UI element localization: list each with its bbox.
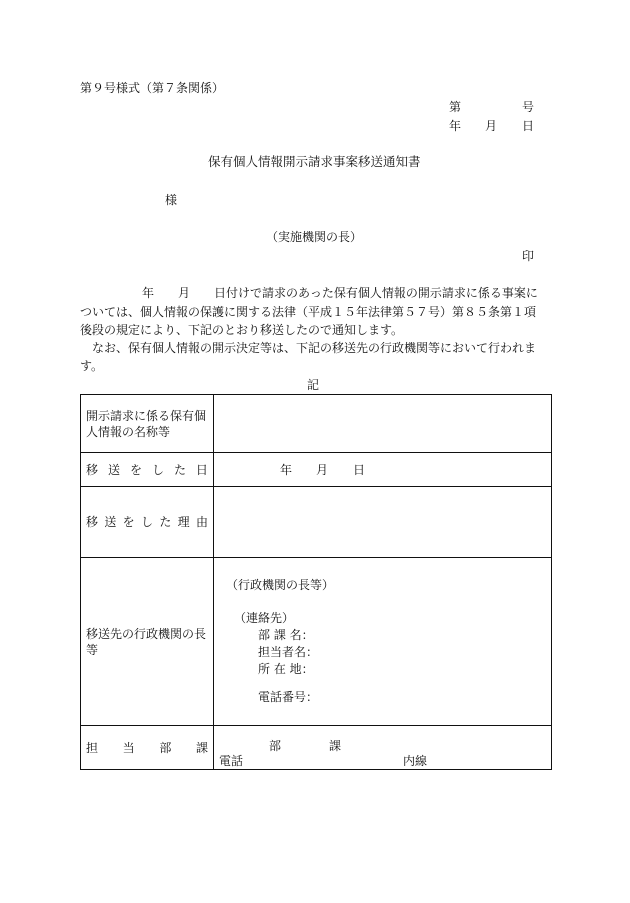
field-info-name[interactable] — [214, 395, 552, 453]
field-transfer-date[interactable] — [214, 453, 552, 487]
ki-marker: 記 — [307, 378, 320, 392]
body-line-3: 後段の規定により、下記のとおり移送したので通知します。 — [80, 323, 404, 337]
label-responsible-dept: 担 当 部 課 — [86, 740, 208, 755]
seal-mark: 印 — [522, 249, 535, 263]
dept-bu: 部 — [269, 739, 282, 753]
row-destination — [81, 558, 552, 726]
body-line-1: 日付けで請求のあった保有個人情報の開示請求に係る事案に — [214, 286, 538, 300]
body-line-5: す。 — [80, 359, 104, 373]
header-date-month: 月 — [485, 119, 498, 133]
destination-head: （行政機関の長等） — [226, 578, 335, 592]
dept-ka: 課 — [329, 739, 342, 753]
number-prefix: 第 — [449, 100, 462, 114]
row-transfer-date — [81, 453, 552, 487]
dept-ext: 内線 — [403, 754, 428, 768]
transfer-date-day: 日 — [353, 463, 366, 477]
number-suffix: 号 — [522, 100, 535, 114]
dept-tel: 電話 — [219, 754, 244, 768]
body-date-year: 年 — [142, 286, 155, 300]
body-line-4: なお、保有個人情報の開示決定等は、下記の移送先の行政機関等において行われま — [80, 341, 537, 355]
header-date-day: 日 — [522, 119, 535, 133]
field-destination[interactable] — [214, 558, 552, 726]
row-transfer-reason — [81, 487, 552, 558]
transfer-date-month: 月 — [316, 463, 329, 477]
body-date-month: 月 — [178, 286, 191, 300]
addressee-suffix: 様 — [165, 193, 178, 207]
document-title: 保有個人情報開示請求事案移送通知書 — [208, 154, 421, 169]
destination-phone: 電話番号： — [258, 690, 319, 704]
sender-title: （実施機関の長） — [266, 230, 363, 244]
row-info-name — [81, 395, 552, 453]
destination-address: 所 在 地： — [258, 662, 314, 676]
row-responsible-dept — [81, 726, 552, 770]
destination-contact: （連絡先） — [234, 611, 295, 625]
destination-dept: 部 課 名： — [258, 628, 314, 642]
label-info-name: 開示請求に係る保有個人情報の名称等 — [81, 395, 214, 453]
body-line-2: ついては、個人情報の保護に関する法律（平成１５年法律第５７号）第８５条第１項 — [80, 305, 537, 319]
transfer-date-year: 年 — [280, 463, 293, 477]
label-transfer-date: 移 送 を し た 日 — [86, 462, 208, 477]
header-date-year: 年 — [449, 119, 462, 133]
transfer-form-table — [80, 394, 552, 770]
label-destination: 移送先の行政機関の長等 — [81, 558, 214, 726]
form-number: 第９号様式（第７条関係） — [80, 81, 225, 95]
label-transfer-reason: 移 送 を し た 理 由 — [86, 515, 208, 529]
field-transfer-reason[interactable] — [214, 487, 552, 558]
field-responsible-dept[interactable] — [214, 726, 552, 770]
destination-person: 担当者名： — [258, 645, 319, 659]
